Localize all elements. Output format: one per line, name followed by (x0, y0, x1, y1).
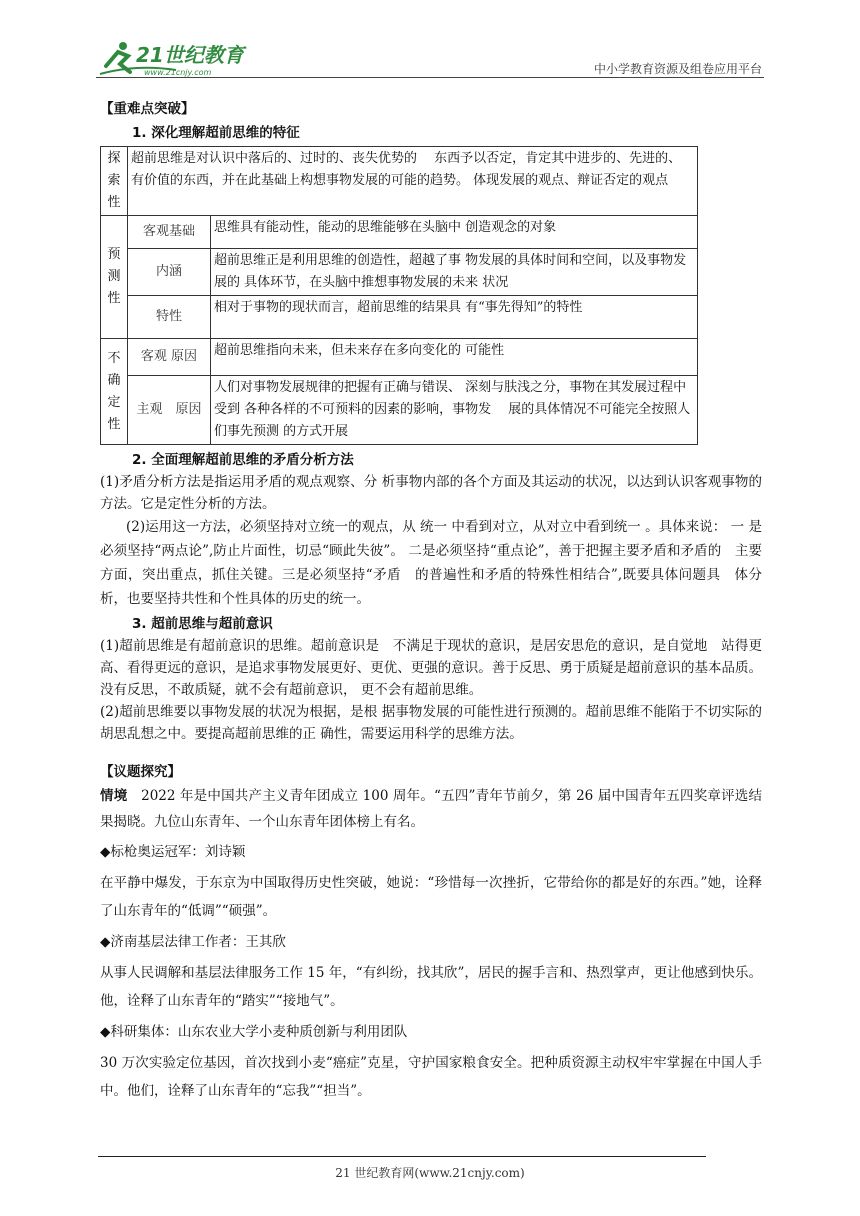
footer-text: 21 世纪教育网(www.21cnjy.com) (335, 1166, 525, 1180)
feature-text: 相对于事物的现状而言，超前思维的结果具 有“事先得知”的特性 (211, 296, 698, 339)
header-divider (96, 77, 764, 78)
table-row (101, 339, 698, 376)
objective-text: 超前思维指向未来，但未来存在多向变化的 可能性 (211, 339, 698, 376)
situation-paragraph (100, 783, 762, 835)
item-body: 30 万次实验定位基因，首次找到小麦“癌症”克星，守护国家粮食安全。把种质资源主动权牢牢掌握在中国人手中。他们，诠释了山东青年的“忘我”“担当”。 (100, 1055, 762, 1099)
table-row (101, 249, 698, 296)
section2-p2: (2)运用这一方法，必须坚持对立统一的观点，从 统一 中看到对立，从对立中看到统一 。具体来说： 一 是必须坚持“两点论”,防止片面性，切忌“顾此失彼”。 二是必须坚持“重点论”，善于把握主要矛盾和矛盾的 主要方面，突出重点，抓住关键。三是必须坚持“矛盾 的普遍性和矛盾的特殊性相结合”,既要具体问题具 体分析，也要坚持共性和个性具体的历史的统一。 (100, 519, 762, 607)
subjective-text: 人们对事物发展规律的把握有正确与错误、 深刻与肤浅之分，事物在其发展过程中受到 各种各样的不可预料的因素的影响，事物发 展的具体情况不可能完全按照人们事先预测 的方式开展 (211, 376, 698, 445)
document-body (100, 98, 762, 1105)
item-head: ◆标枪奥运冠军：刘诗颖 (100, 844, 246, 860)
footer-divider (98, 1156, 706, 1157)
logo-21cnjy (96, 38, 266, 78)
section1-title: 1. 深化理解超前思维的特征 (132, 125, 300, 141)
subjective-label: 主观 原因 (128, 376, 211, 445)
explore-label: 探索性 (101, 147, 128, 216)
inquiry-title: 【议题探究】 (100, 764, 181, 780)
basis-text: 思维具有能动性，能动的思维能够在头脑中 创造观念的对象 (211, 216, 698, 249)
item-head: ◆济南基层法律工作者：王其欣 (100, 934, 286, 950)
logo-text: 21世纪教育 (136, 43, 244, 67)
predict-label: 预测性 (101, 216, 128, 339)
table-row (101, 147, 698, 216)
situation-text: 2022 年是中国共产主义青年团成立 100 周年。“五四”青年节前夕，第 26 届中国青年五四奖章评选结果揭晓。九位山东青年、一个山东青年团体榜上有名。 (100, 788, 763, 830)
feature-label: 特性 (128, 296, 211, 339)
uncertain-label: 不确定性 (101, 339, 128, 445)
platform-name: 中小学教育资源及组卷应用平台 (593, 62, 762, 76)
section2-title: 2. 全面理解超前思维的矛盾分析方法 (132, 452, 354, 468)
section3-p1: (1)超前思维是有超前意识的思维。超前意识是 不满足于现状的意识，是居安思危的意识，是自觉地 站得更高、看得更远的意识，是追求事物发展更好、更优、更强的意识。善于反思、勇于质疑是超前意识的基本品质。没有反思，不敢质疑，就不会有超前意识， 更不会有超前思维。 (100, 638, 762, 698)
section2-p1: (1)矛盾分析方法是指运用矛盾的观点观察、分 析事物内部的各个方面及其运动的状况，以达到认识客观事物的方法。它是定性分析的方法。 (100, 474, 762, 512)
item-body: 从事人民调解和基层法律服务工作 15 年，“有纠纷，找其欣”，居民的握手言和、热烈掌声，更让他感到快乐。他，诠释了山东青年的“踏实”“接地气”。 (100, 965, 762, 1009)
connotation-label: 内涵 (128, 249, 211, 296)
explore-text: 超前思维是对认识中落后的、过时的、丧失优势的 东西予以否定，肯定其中进步的、先进的、有价值的东西，并在此基础上构想事物发展的可能的趋势。 体现发展的观点、辩证否定的观点 (128, 147, 698, 216)
table-row (101, 376, 698, 445)
item-head: ◆科研集体：山东农业大学小麦种质创新与利用团队 (100, 1024, 408, 1040)
features-table (100, 146, 698, 445)
table-row (101, 216, 698, 249)
situation-label: 情境 (100, 788, 128, 804)
section3-p2: (2)超前思维要以事物发展的状况为根据，是根 据事物发展的可能性进行预测的。超前思维不能陷于不切实际的胡思乱想之中。要提高超前思维的正 确性，需要运用科学的思维方法。 (100, 704, 762, 742)
basis-label: 客观基础 (128, 216, 211, 249)
page-header (96, 38, 764, 78)
section3-title: 3. 超前思维与超前意识 (132, 616, 273, 632)
key-points-title: 【重难点突破】 (100, 101, 195, 117)
logo-url: www.21cnjy.com (144, 68, 212, 77)
table-row (101, 296, 698, 339)
connotation-text: 超前思维正是利用思维的创造性，超越了事 物发展的具体时间和空间，以及事物发展的 具体环节，在头脑中推想事物发展的未来 状况 (211, 249, 698, 296)
objective-label: 客观 原因 (128, 339, 211, 376)
item-body: 在平静中爆发，于东京为中国取得历史性突破，她说：“珍惜每一次挫折，它带给你的都是好的东西。”她，诠释了山东青年的“低调”“硕强”。 (100, 875, 762, 919)
